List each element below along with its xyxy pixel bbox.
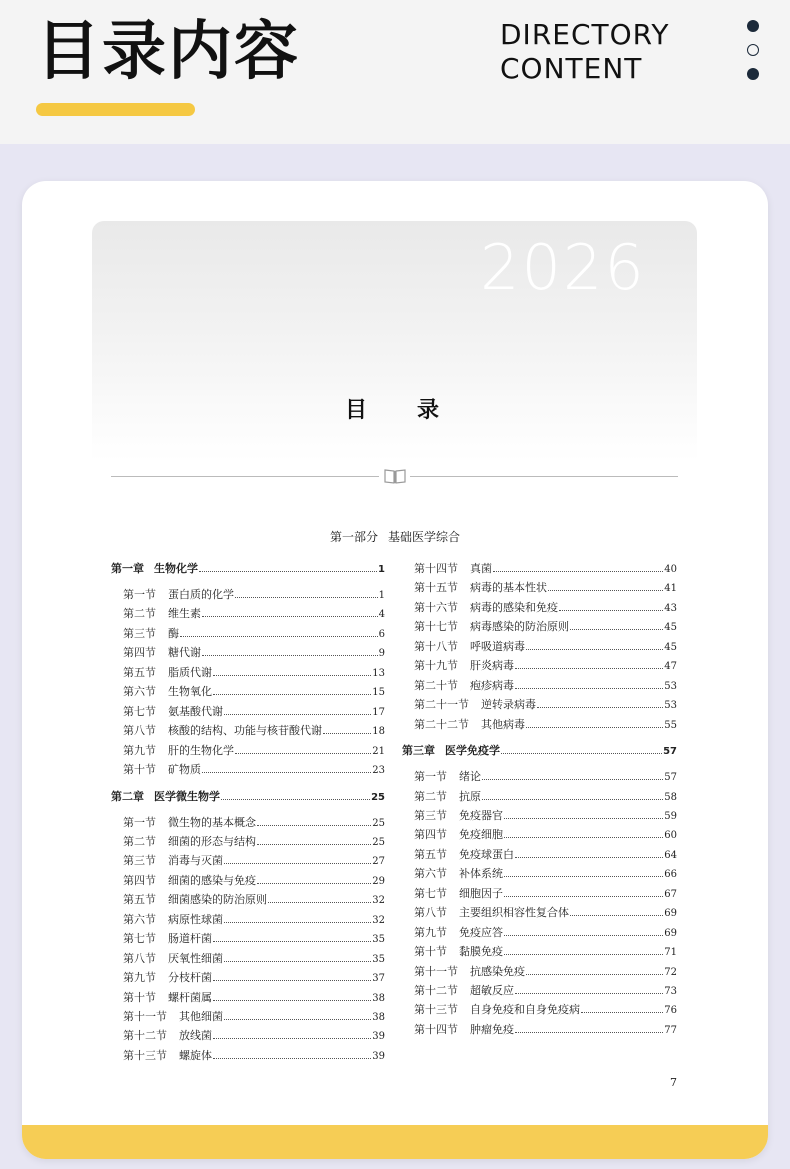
entry-title: 免疫器官 xyxy=(459,808,503,822)
entry-number: 第七节 xyxy=(123,704,156,718)
entry-title: 细菌感染的防治原则 xyxy=(168,893,267,907)
entry-page: 25 xyxy=(371,791,385,803)
toc-chapter-entry xyxy=(111,560,385,576)
dot-leader xyxy=(202,761,371,773)
toc-section-entry xyxy=(123,683,385,699)
toc-section-entry xyxy=(414,560,677,576)
entry-page: 66 xyxy=(664,869,677,881)
dot-leader xyxy=(257,833,371,845)
dot-leader xyxy=(504,865,663,877)
entry-page: 39 xyxy=(372,1031,385,1043)
toc-section-entry xyxy=(123,852,385,868)
dot-leader xyxy=(180,625,378,637)
entry-page: 73 xyxy=(664,986,677,997)
entry-page: 32 xyxy=(372,895,385,907)
dot-leader xyxy=(257,872,371,884)
dot-indicator-icon xyxy=(747,20,759,32)
entry-page: 53 xyxy=(664,680,677,692)
toc-section-entry xyxy=(414,826,677,842)
entry-number: 第十节 xyxy=(414,945,447,959)
toc-section-entry xyxy=(414,904,677,920)
dot-leader xyxy=(515,1021,663,1033)
entry-page: 35 xyxy=(372,953,385,965)
dot-leader xyxy=(493,560,663,572)
toc-section-entry xyxy=(123,761,385,777)
entry-title: 超敏反应 xyxy=(470,984,514,997)
entry-number: 第十一节 xyxy=(414,964,458,978)
toc-section-entry xyxy=(414,885,677,901)
entry-title: 病原性球菌 xyxy=(168,912,223,926)
entry-number: 第六节 xyxy=(123,685,156,699)
toc-section-entry xyxy=(414,618,677,634)
entry-number: 第一节 xyxy=(123,588,156,601)
entry-page: 29 xyxy=(372,875,385,887)
header-english-line1: DIRECTORY xyxy=(500,18,670,51)
entry-number: 第十四节 xyxy=(414,1022,458,1036)
entry-title: 酶 xyxy=(168,626,179,640)
part-label: 第一部分 xyxy=(329,530,378,544)
entry-title: 其他病毒 xyxy=(481,717,525,731)
entry-page: 67 xyxy=(664,888,677,900)
entry-number: 第八节 xyxy=(123,724,156,738)
dot-leader xyxy=(224,950,371,962)
entry-number: 第五节 xyxy=(414,847,447,861)
entry-page: 15 xyxy=(372,687,385,699)
entry-title: 绪论 xyxy=(459,770,481,784)
entry-number: 第四节 xyxy=(414,828,447,842)
toc-title: 目录 xyxy=(345,398,490,423)
entry-page: 57 xyxy=(663,746,677,758)
entry-number: 第三节 xyxy=(123,854,156,868)
entry-number: 第四节 xyxy=(123,873,156,887)
toc-section-entry xyxy=(414,768,677,784)
dot-leader xyxy=(213,683,371,695)
entry-page: 76 xyxy=(664,1005,677,1017)
toc-section-entry xyxy=(123,891,385,907)
toc-section-entry xyxy=(123,872,385,888)
dot-leader xyxy=(268,891,371,903)
dot-leader xyxy=(482,768,663,780)
entry-page: 69 xyxy=(664,908,677,920)
entry-page: 25 xyxy=(372,836,385,848)
toc-section-entry xyxy=(123,703,385,719)
dot-leader xyxy=(235,586,378,598)
dot-leader xyxy=(224,1008,371,1020)
entry-number: 第十七节 xyxy=(414,620,458,634)
part-heading xyxy=(22,528,768,545)
toc-section-entry xyxy=(414,638,677,654)
entry-number: 第三章 xyxy=(402,744,435,758)
entry-title: 逆转录病毒 xyxy=(481,698,536,712)
dot-leader xyxy=(213,930,371,942)
toc-section-entry xyxy=(414,1001,677,1017)
entry-title: 其他细菌 xyxy=(179,1010,223,1023)
entry-title: 矿物质 xyxy=(168,763,201,777)
toc-chapter-entry xyxy=(111,788,385,804)
entry-number: 第一节 xyxy=(414,770,447,784)
dot-leader xyxy=(224,911,371,923)
toc-section-entry xyxy=(123,989,385,1005)
entry-page: 40 xyxy=(664,564,677,575)
toc-section-entry xyxy=(123,911,385,927)
entry-page: 58 xyxy=(664,791,677,803)
page-number: 7 xyxy=(670,1076,677,1089)
toc-section-entry xyxy=(414,677,677,693)
entry-number: 第六节 xyxy=(414,867,447,881)
entry-number: 第九节 xyxy=(123,743,156,757)
entry-page: 21 xyxy=(372,745,385,757)
toc-section-entry xyxy=(123,833,385,849)
toc-section-entry xyxy=(123,1027,385,1043)
toc-section-entry xyxy=(123,664,385,680)
entry-title: 厌氧性细菌 xyxy=(168,951,223,965)
entry-number: 第五节 xyxy=(123,893,156,907)
entry-page: 17 xyxy=(372,706,385,718)
dot-leader xyxy=(213,1027,371,1039)
toc-section-entry xyxy=(414,657,677,673)
entry-number: 第十六节 xyxy=(414,600,458,614)
title-underline-bar xyxy=(36,103,195,116)
toc-section-entry xyxy=(123,605,385,621)
entry-number: 第五节 xyxy=(123,665,156,679)
divider-right xyxy=(410,476,678,477)
entry-number: 第十二节 xyxy=(414,984,458,997)
dot-leader xyxy=(515,677,663,689)
toc-section-entry xyxy=(123,969,385,985)
entry-number: 第十一节 xyxy=(123,1010,167,1023)
dot-leader xyxy=(501,742,662,754)
dot-leader xyxy=(515,657,663,669)
dot-leader xyxy=(559,599,663,611)
dot-leader xyxy=(570,904,663,916)
dot-leader xyxy=(526,716,663,728)
dot-leader xyxy=(323,722,371,734)
toc-section-entry xyxy=(123,814,385,830)
entry-number: 第九节 xyxy=(123,971,156,985)
year-watermark: 2026 xyxy=(480,231,646,304)
dot-leader xyxy=(199,560,377,572)
toc-section-entry xyxy=(414,846,677,862)
entry-number: 第七节 xyxy=(414,886,447,900)
entry-number: 第三节 xyxy=(123,626,156,640)
entry-title: 分枝杆菌 xyxy=(168,971,212,985)
entry-title: 医学免疫学 xyxy=(445,744,500,758)
entry-title: 细菌的形态与结构 xyxy=(168,834,256,848)
entry-page: 53 xyxy=(664,700,677,712)
entry-page: 57 xyxy=(664,772,677,784)
toc-section-entry xyxy=(414,579,677,595)
entry-title: 真菌 xyxy=(470,562,492,575)
toc-section-entry xyxy=(414,696,677,712)
toc-section-entry xyxy=(123,644,385,660)
toc-section-entry xyxy=(414,963,677,979)
dot-leader xyxy=(504,885,663,897)
dot-indicator-icon xyxy=(747,44,759,56)
entry-page: 72 xyxy=(664,966,677,978)
entry-page: 45 xyxy=(664,641,677,653)
toc-section-entry xyxy=(123,1008,385,1024)
entry-title: 主要组织相容性复合体 xyxy=(459,906,569,920)
entry-title: 免疫细胞 xyxy=(459,828,503,842)
entry-title: 肝炎病毒 xyxy=(470,659,514,673)
entry-page: 47 xyxy=(664,661,677,673)
entry-page: 1 xyxy=(378,564,385,575)
entry-page: 9 xyxy=(378,648,385,660)
entry-number: 第二十一节 xyxy=(414,698,469,712)
dot-leader xyxy=(515,982,663,994)
toc-section-entry xyxy=(123,722,385,738)
entry-page: 59 xyxy=(664,810,677,822)
dot-leader xyxy=(537,696,663,708)
entry-page: 69 xyxy=(664,927,677,939)
toc-section-entry xyxy=(123,950,385,966)
toc-section-entry xyxy=(123,742,385,758)
entry-page: 37 xyxy=(372,973,385,985)
entry-page: 45 xyxy=(664,622,677,634)
entry-page: 64 xyxy=(664,849,677,861)
entry-number: 第十节 xyxy=(123,990,156,1004)
dot-leader xyxy=(213,989,371,1001)
dot-leader xyxy=(482,788,663,800)
entry-number: 第二节 xyxy=(414,789,447,803)
entry-title: 肿瘤免疫 xyxy=(470,1022,514,1036)
entry-number: 第一章 xyxy=(111,562,144,575)
dot-leader xyxy=(504,807,663,819)
entry-number: 第六节 xyxy=(123,912,156,926)
entry-title: 补体系统 xyxy=(459,867,503,881)
entry-number: 第三节 xyxy=(414,808,447,822)
toc-section-entry xyxy=(414,924,677,940)
card-footer-bar xyxy=(22,1125,768,1159)
entry-title: 医学微生物学 xyxy=(154,789,220,803)
entry-page: 25 xyxy=(372,817,385,829)
dot-leader xyxy=(548,579,663,591)
toc-section-entry xyxy=(414,1021,677,1037)
entry-page: 23 xyxy=(372,765,385,777)
dot-leader xyxy=(257,814,371,826)
entry-number: 第七节 xyxy=(123,932,156,946)
entry-number: 第十四节 xyxy=(414,562,458,575)
entry-title: 免疫球蛋白 xyxy=(459,847,514,861)
entry-page: 38 xyxy=(372,992,385,1004)
dot-leader xyxy=(213,969,371,981)
entry-title: 黏膜免疫 xyxy=(459,945,503,959)
entry-number: 第八节 xyxy=(414,906,447,920)
toc-section-entry xyxy=(123,930,385,946)
open-book-icon xyxy=(383,468,407,484)
entry-page: 18 xyxy=(372,726,385,738)
toc-chapter-entry xyxy=(402,742,677,758)
dot-leader xyxy=(526,638,663,650)
toc-section-entry xyxy=(123,586,385,602)
entry-page: 6 xyxy=(378,628,385,640)
dot-indicator-icon xyxy=(747,68,759,80)
entry-title: 氨基酸代谢 xyxy=(168,704,223,718)
entry-number: 第二十节 xyxy=(414,678,458,692)
dot-leader xyxy=(224,852,371,864)
entry-page: 38 xyxy=(372,1012,385,1023)
header-banner xyxy=(0,0,790,144)
dot-leader xyxy=(213,664,371,676)
entry-title: 放线菌 xyxy=(179,1029,212,1043)
entry-number: 第四节 xyxy=(123,646,156,660)
entry-number: 第十五节 xyxy=(414,581,458,595)
toc-section-entry xyxy=(414,716,677,732)
entry-title: 抗感染免疫 xyxy=(470,964,525,978)
entry-number: 第九节 xyxy=(414,925,447,939)
dot-leader xyxy=(504,826,663,838)
entry-page: 1 xyxy=(378,590,385,601)
dot-leader xyxy=(570,618,663,630)
entry-title: 病毒的基本性状 xyxy=(470,581,547,595)
entry-page: 60 xyxy=(664,830,677,842)
entry-page: 4 xyxy=(378,609,385,621)
dot-leader xyxy=(221,788,370,800)
entry-number: 第二章 xyxy=(111,789,144,803)
entry-title: 呼吸道病毒 xyxy=(470,639,525,653)
entry-title: 螺杆菌属 xyxy=(168,990,212,1004)
toc-section-entry xyxy=(414,788,677,804)
entry-page: 39 xyxy=(372,1050,385,1062)
entry-number: 第八节 xyxy=(123,951,156,965)
entry-number: 第十节 xyxy=(123,763,156,777)
dot-leader xyxy=(235,742,371,754)
dot-leader xyxy=(213,1047,371,1059)
toc-section-entry xyxy=(123,625,385,641)
entry-title: 自身免疫和自身免疫病 xyxy=(470,1003,580,1017)
entry-page: 27 xyxy=(372,856,385,868)
entry-title: 病毒感染的防治原则 xyxy=(470,620,569,634)
header-title: 目录内容 xyxy=(36,15,300,89)
book-page-card xyxy=(22,181,768,1159)
entry-page: 35 xyxy=(372,934,385,946)
toc-section-entry xyxy=(414,599,677,615)
entry-number: 第一节 xyxy=(123,815,156,829)
entry-number: 第十八节 xyxy=(414,639,458,653)
entry-number: 第二节 xyxy=(123,834,156,848)
entry-page: 41 xyxy=(664,583,677,595)
entry-page: 13 xyxy=(372,667,385,679)
entry-title: 细胞因子 xyxy=(459,886,503,900)
entry-title: 螺旋体 xyxy=(179,1048,212,1062)
entry-page: 32 xyxy=(372,914,385,926)
dot-leader xyxy=(504,943,663,955)
toc-section-entry xyxy=(414,807,677,823)
dot-leader xyxy=(202,605,378,617)
dot-leader xyxy=(581,1001,663,1013)
dot-leader xyxy=(504,924,663,936)
dot-leader xyxy=(224,703,371,715)
dot-leader xyxy=(515,846,663,858)
entry-title: 糖代谢 xyxy=(168,646,201,660)
entry-title: 蛋白质的化学 xyxy=(168,588,234,601)
entry-page: 55 xyxy=(664,719,677,731)
entry-title: 脂质代谢 xyxy=(168,665,212,679)
entry-title: 抗原 xyxy=(459,789,481,803)
entry-title: 维生素 xyxy=(168,607,201,621)
entry-number: 第二十二节 xyxy=(414,717,469,731)
toc-section-entry xyxy=(414,982,677,998)
entry-number: 第十二节 xyxy=(123,1029,167,1043)
entry-title: 微生物的基本概念 xyxy=(168,815,256,829)
entry-number: 第十三节 xyxy=(123,1048,167,1062)
entry-number: 第十三节 xyxy=(414,1003,458,1017)
entry-title: 免疫应答 xyxy=(459,925,503,939)
header-english-line2: CONTENT xyxy=(500,52,643,85)
entry-title: 细菌的感染与免疫 xyxy=(168,873,256,887)
entry-title: 疱疹病毒 xyxy=(470,678,514,692)
part-name: 基础医学综合 xyxy=(388,530,461,544)
divider-left xyxy=(111,476,379,477)
toc-section-entry xyxy=(414,943,677,959)
header-english-title xyxy=(500,18,669,86)
entry-title: 病毒的感染和免疫 xyxy=(470,600,558,614)
entry-title: 消毒与灭菌 xyxy=(168,854,223,868)
dot-leader xyxy=(202,644,378,656)
toc-section-entry xyxy=(123,1047,385,1063)
entry-title: 生物氧化 xyxy=(168,685,212,699)
entry-page: 77 xyxy=(664,1024,677,1036)
entry-page: 43 xyxy=(664,602,677,614)
entry-title: 核酸的结构、功能与核苷酸代谢 xyxy=(168,724,322,738)
entry-page: 71 xyxy=(664,947,677,959)
entry-title: 肠道杆菌 xyxy=(168,932,212,946)
entry-title: 肝的生物化学 xyxy=(168,743,234,757)
entry-title: 生物化学 xyxy=(154,562,198,575)
dot-leader xyxy=(526,963,663,975)
entry-number: 第十九节 xyxy=(414,659,458,673)
toc-section-entry xyxy=(414,865,677,881)
entry-number: 第二节 xyxy=(123,607,156,621)
